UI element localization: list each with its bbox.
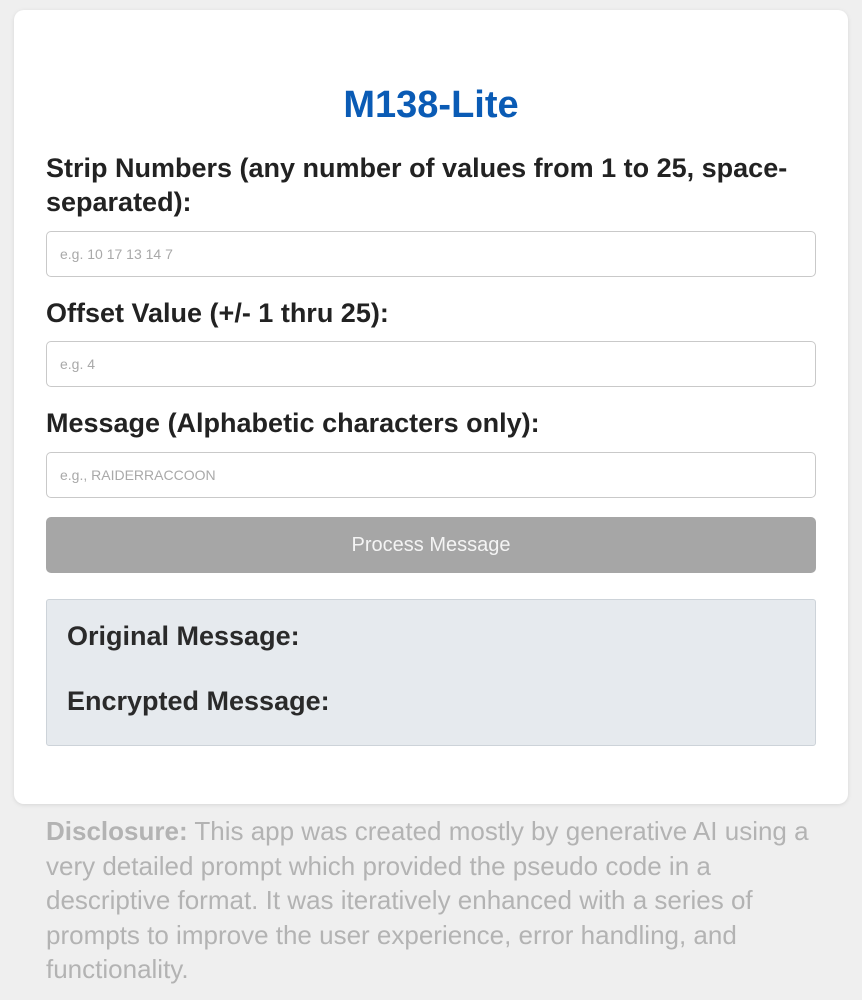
original-message-row xyxy=(67,619,300,653)
disclosure-text xyxy=(46,814,836,987)
main-card xyxy=(14,10,848,804)
message-input[interactable] xyxy=(46,452,816,498)
original-message-label: Original Message: xyxy=(67,621,300,651)
message-label: Message (Alphabetic characters only): xyxy=(46,408,540,438)
process-message-button[interactable]: Process Message xyxy=(46,517,816,573)
offset-value-input[interactable] xyxy=(46,341,816,387)
encrypted-message-row xyxy=(67,684,330,718)
strip-numbers-label: Strip Numbers (any number of values from 1 to 25, space-separated): xyxy=(46,153,788,217)
disclosure-body: This app was created mostly by generative AI using a very detailed prompt which provided the pseudo code in a descriptive format. It was iteratively enhanced with a series of prompts to improve the user experience, error handling, and functionality. xyxy=(46,816,809,984)
strip-numbers-input[interactable] xyxy=(46,231,816,277)
encrypted-message-label: Encrypted Message: xyxy=(67,686,330,716)
result-panel xyxy=(46,599,816,746)
app-title: M138-Lite xyxy=(343,84,519,126)
offset-value-label: Offset Value (+/- 1 thru 25): xyxy=(46,298,389,328)
disclosure-heading: Disclosure: xyxy=(46,816,188,846)
